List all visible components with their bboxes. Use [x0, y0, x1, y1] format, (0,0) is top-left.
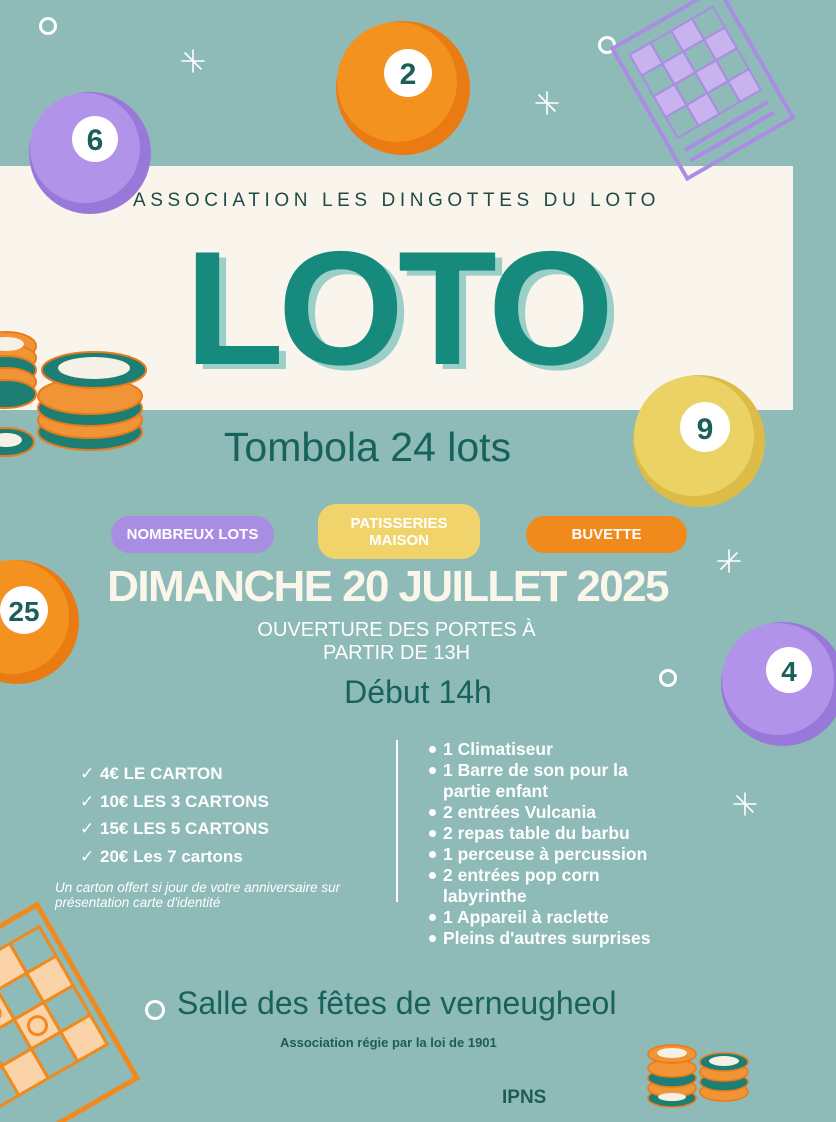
price-label: 15€ LES 5 CARTONS: [100, 819, 269, 838]
badge-patisseries: [318, 504, 480, 559]
opening-line-2: PARTIR DE 13H: [322, 642, 471, 664]
price-item: [80, 792, 269, 820]
ball-number: 4: [781, 656, 797, 687]
check-icon: ✓: [80, 819, 95, 838]
price-item: [80, 847, 269, 875]
list-item-text: labyrinthe: [443, 886, 527, 906]
price-item: [80, 819, 269, 847]
list-item: Pleins d'autres surprises: [427, 928, 650, 949]
price-list: [80, 764, 269, 874]
chips-stack-icon: [644, 1040, 754, 1115]
badge-nombreux-lots: NOMBREUX LOTS: [111, 516, 274, 553]
sparkle-icon: [534, 90, 560, 116]
page-title: LOTO: [184, 218, 608, 399]
ring-decoration: [39, 17, 57, 35]
badge-patisseries-label: PATISSERIES MAISON: [350, 514, 448, 549]
list-item-continuation: [427, 886, 650, 907]
price-label: 4€ LE CARTON: [100, 764, 223, 783]
event-date: DIMANCHE 20 JUILLET 2025: [107, 562, 668, 611]
ball-number: 2: [399, 58, 417, 91]
price-label: 20€ Les 7 cartons: [100, 846, 243, 866]
list-item: 1 Barre de son pour la: [427, 760, 650, 781]
list-item: 2 repas table du barbu: [427, 823, 650, 844]
law-notice: Association régie par la loi de 1901: [280, 1035, 497, 1050]
list-item: 2 entrées pop corn: [427, 865, 650, 886]
bingo-card-icon: [612, 0, 793, 170]
opening-line-1: OUVERTURE DES PORTES À: [257, 619, 536, 641]
ball-number: 25: [8, 596, 40, 627]
prize-list: [427, 739, 650, 949]
ball-number: 9: [696, 413, 714, 446]
sparkle-icon: [732, 791, 758, 817]
association-name: ASSOCIATION LES DINGOTTES DU LOTO: [133, 190, 660, 211]
list-item-text: partie enfant: [443, 781, 549, 801]
check-icon: ✓: [80, 791, 95, 811]
opening-time: [0, 619, 793, 665]
price-label: 10€ LES 3 CARTONS: [100, 791, 269, 811]
venue-name: Salle des fêtes de verneugheol: [177, 985, 617, 1021]
bingo-card-icon: [0, 890, 150, 1122]
list-item-continuation: [427, 781, 650, 802]
price-item: [80, 764, 269, 792]
ring-decoration: [145, 1000, 165, 1020]
list-item: 1 Climatiseur: [427, 739, 650, 760]
start-time: Début 14h: [344, 674, 492, 710]
ball-2-icon: [335, 20, 471, 156]
tombola-subtitle: Tombola 24 lots: [223, 424, 512, 470]
divider: [396, 740, 398, 902]
sparkle-icon: [180, 48, 206, 74]
check-icon: ✓: [80, 764, 95, 783]
ball-number: 6: [86, 124, 104, 157]
list-item: 1 perceuse à percussion: [427, 844, 650, 865]
badge-buvette: BUVETTE: [526, 516, 687, 553]
list-item: 2 entrées Vulcania: [427, 802, 650, 823]
check-icon: ✓: [80, 846, 95, 866]
list-item: 1 Appareil à raclette: [427, 907, 650, 928]
birthday-note: Un carton offert si jour de votre anniversaire sur présentation carte d'identité: [55, 880, 341, 910]
ipns-label: IPNS: [502, 1087, 547, 1108]
